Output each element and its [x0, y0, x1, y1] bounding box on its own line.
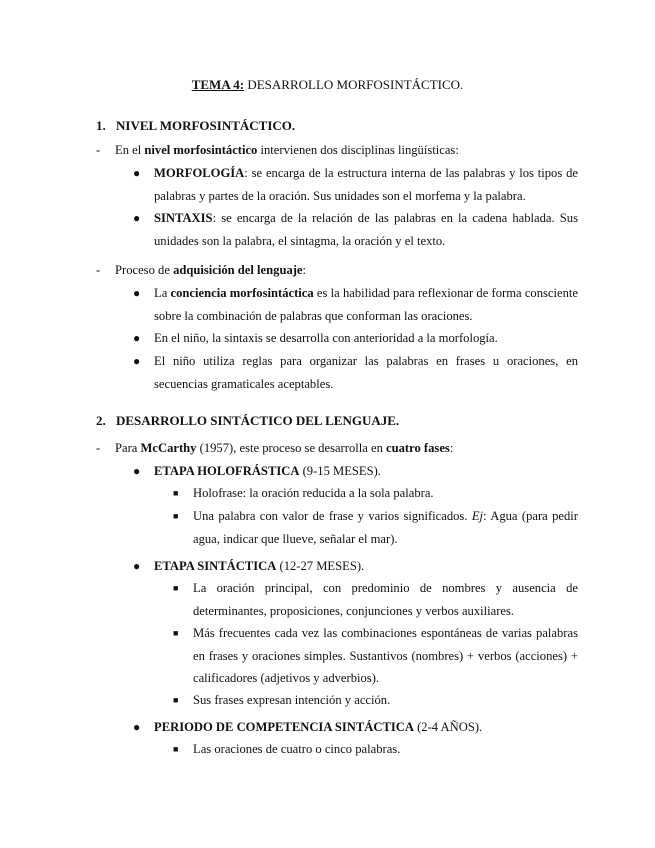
bold-term: ETAPA HOLOFRÁSTICA [154, 464, 300, 478]
bold-term: MORFOLOGÍA [154, 166, 245, 180]
bullet-sintaxis [154, 207, 578, 252]
text: Una palabra con valor de frase y varios significados. [193, 509, 472, 523]
square-bullet: ■ [173, 583, 179, 593]
s1-paragraph-2 [115, 259, 579, 282]
stage-sintactica [154, 555, 578, 578]
text: (9-15 MESES). [299, 464, 381, 478]
bullet-nino-2: El niño utiliza reglas para organizar las palabras en frases u oraciones, en secuencias gramaticales aceptables. [154, 354, 578, 391]
bullet-dot: ● [133, 166, 141, 180]
comp-item-1: Las oraciones de cuatro o cinco palabras. [193, 742, 401, 756]
bold-term: SINTAXIS [154, 211, 213, 225]
dash-marker: - [96, 263, 101, 277]
square-bullet: ■ [173, 488, 179, 498]
text: : se encarga de la estructura interna de las palabras y los tipos de palabras y partes de la oración. Sus unidades son el morfema y la palabra. [154, 166, 578, 203]
square-bullet: ■ [173, 695, 179, 705]
page-title [0, 74, 655, 97]
holo-item-1: Holofrase: la oración reducida a la sola palabra. [193, 486, 434, 500]
stage-competencia [154, 716, 578, 739]
square-bullet: ■ [173, 744, 179, 754]
bullet-dot: ● [133, 331, 141, 345]
square-bullet: ■ [173, 511, 179, 521]
bullet-dot: ● [133, 559, 141, 573]
section-1-number: 1. [96, 118, 106, 133]
bullet-dot: ● [133, 720, 141, 734]
text: La [154, 286, 171, 300]
italic-term: Ej [471, 509, 484, 523]
bullet-morfologia [154, 162, 578, 207]
text: (2-4 AÑOS). [413, 720, 483, 734]
text: Para [115, 441, 141, 455]
bullet-dot: ● [133, 286, 141, 300]
bullet-dot: ● [133, 354, 141, 368]
sintac-item-2: Más frecuentes cada vez las combinaciones espontáneas de varias palabras en frases y oraciones simples. Sustantivos (nombres) + verbos (acciones) + calificadores (adjetivos y adverbios). [193, 626, 578, 685]
text: (12-27 MESES). [276, 559, 365, 573]
text: En el [115, 143, 145, 157]
text: Proceso de [115, 263, 174, 277]
text: : se encarga de la relación de las palabras en la cadena hablada. Sus unidades son la palabra, el sintagma, la oración y el texto. [154, 211, 578, 248]
bold-term: cuatro fases [386, 441, 450, 455]
bold-term: nivel morfosintáctico [144, 143, 258, 157]
bullet-nino-1: En el niño, la sintaxis se desarrolla con anterioridad a la morfología. [154, 331, 498, 345]
dash-marker: - [96, 441, 101, 455]
section-2-heading [96, 410, 399, 433]
title-lead: TEMA 4: [191, 77, 245, 92]
bullet-dot: ● [133, 211, 141, 225]
dash-marker: - [96, 143, 101, 157]
text: : [302, 263, 307, 277]
text: es la habilidad para reflexionar de forma consciente sobre la combinación de palabras que conforman las oraciones. [154, 286, 578, 323]
bold-term: conciencia morfosintáctica [170, 286, 314, 300]
bold-term: PERIODO DE COMPETENCIA SINTÁCTICA [154, 720, 414, 734]
s1-paragraph-1 [115, 139, 579, 162]
square-bullet: ■ [173, 628, 179, 638]
section-1-title: NIVEL MORFOSINTÁCTICO. [116, 118, 296, 133]
section-2-title: DESARROLLO SINTÁCTICO DEL LENGUAJE. [116, 413, 400, 428]
text: (1957), este proceso se desarrolla en [196, 441, 387, 455]
bold-term: McCarthy [140, 441, 197, 455]
bullet-dot: ● [133, 464, 141, 478]
s2-paragraph-1 [115, 437, 579, 460]
stage-holofrastica [154, 460, 578, 483]
bold-term: adquisición del lenguaje [173, 263, 303, 277]
section-1-heading [96, 115, 295, 138]
text: intervienen dos disciplinas lingüísticas: [257, 143, 459, 157]
holo-item-2 [193, 505, 578, 550]
text: : Agua (para pedir agua, indicar que llueve, señalar el mar). [193, 509, 578, 546]
sintac-item-3: Sus frases expresan intención y acción. [193, 693, 391, 707]
text: : [449, 441, 454, 455]
bold-term: ETAPA SINTÁCTICA [154, 559, 277, 573]
sintac-item-1: La oración principal, con predominio de nombres y ausencia de determinantes, proposiciones, conjunciones y verbos auxiliares. [193, 581, 578, 618]
bullet-conciencia [154, 282, 578, 327]
title-rest: DESARROLLO MORFOSINTÁCTICO. [244, 77, 464, 92]
section-2-number: 2. [96, 413, 106, 428]
